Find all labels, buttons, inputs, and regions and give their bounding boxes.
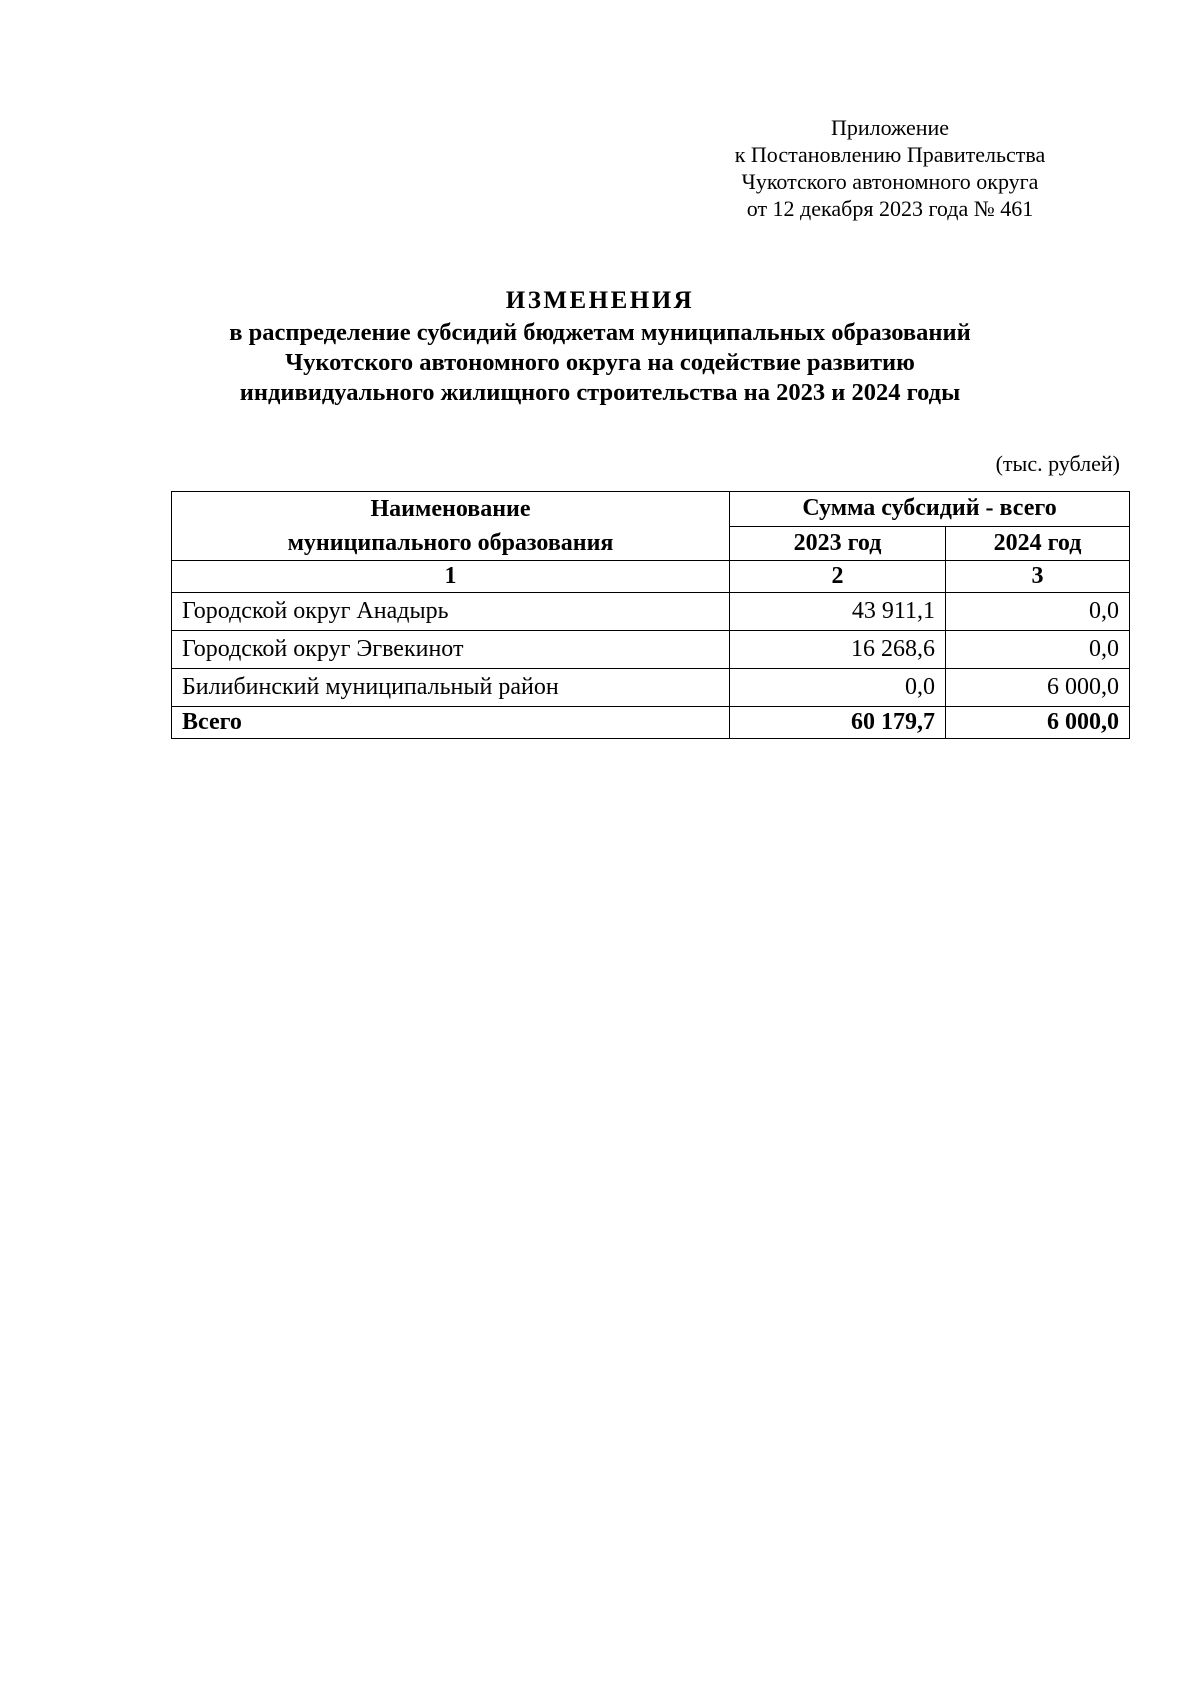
subtitle-line: в распределение субсидий бюджетам муниципальных образований [229, 319, 971, 346]
total-label: Всего [172, 707, 730, 739]
amount-2024: 6 000,0 [946, 669, 1130, 707]
appendix-line: от 12 декабря 2023 года № 461 [746, 196, 1034, 221]
amount-2023: 43 911,1 [730, 593, 946, 631]
column-number: 2 [730, 561, 946, 593]
total-2024: 6 000,0 [946, 707, 1130, 739]
subsidy-table [171, 491, 1130, 739]
header-name-line: Наименование [370, 496, 531, 522]
header-name-cell [172, 492, 730, 561]
amount-2023: 0,0 [730, 669, 946, 707]
amount-2024: 0,0 [946, 593, 1130, 631]
subtitle-line: индивидуального жилищного строительства на 2023 и 2024 годы [239, 379, 961, 406]
appendix-line: Приложение [830, 115, 950, 140]
appendix-line: к Постановлению Правительства [734, 142, 1046, 167]
column-number-row [172, 561, 1130, 593]
table-row [172, 669, 1130, 707]
document-subtitle [100, 318, 1100, 408]
amount-2024: 0,0 [946, 631, 1130, 669]
municipality-name: Билибинский муниципальный район [172, 669, 730, 707]
header-year-2023: 2023 год [730, 526, 946, 561]
document-heading [100, 286, 1100, 408]
total-2023: 60 179,7 [730, 707, 946, 739]
appendix-block [690, 114, 1090, 222]
column-number: 3 [946, 561, 1130, 593]
appendix-line: Чукотского автономного округа [741, 169, 1039, 194]
table-row [172, 593, 1130, 631]
header-name-line: муниципального образования [287, 530, 614, 556]
column-number: 1 [172, 561, 730, 593]
document-title: ИЗМЕНЕНИЯ [505, 287, 695, 314]
table-header-row [172, 492, 1130, 527]
total-row [172, 707, 1130, 739]
municipality-name: Городской округ Анадырь [172, 593, 730, 631]
units-note: (тыс. рублей) [995, 451, 1120, 476]
header-sum-cell: Сумма субсидий - всего [730, 492, 1130, 527]
amount-2023: 16 268,6 [730, 631, 946, 669]
subtitle-line: Чукотского автономного округа на содействие развитию [285, 349, 915, 376]
municipality-name: Городской округ Эгвекинот [172, 631, 730, 669]
table-row [172, 631, 1130, 669]
header-year-2024: 2024 год [946, 526, 1130, 561]
